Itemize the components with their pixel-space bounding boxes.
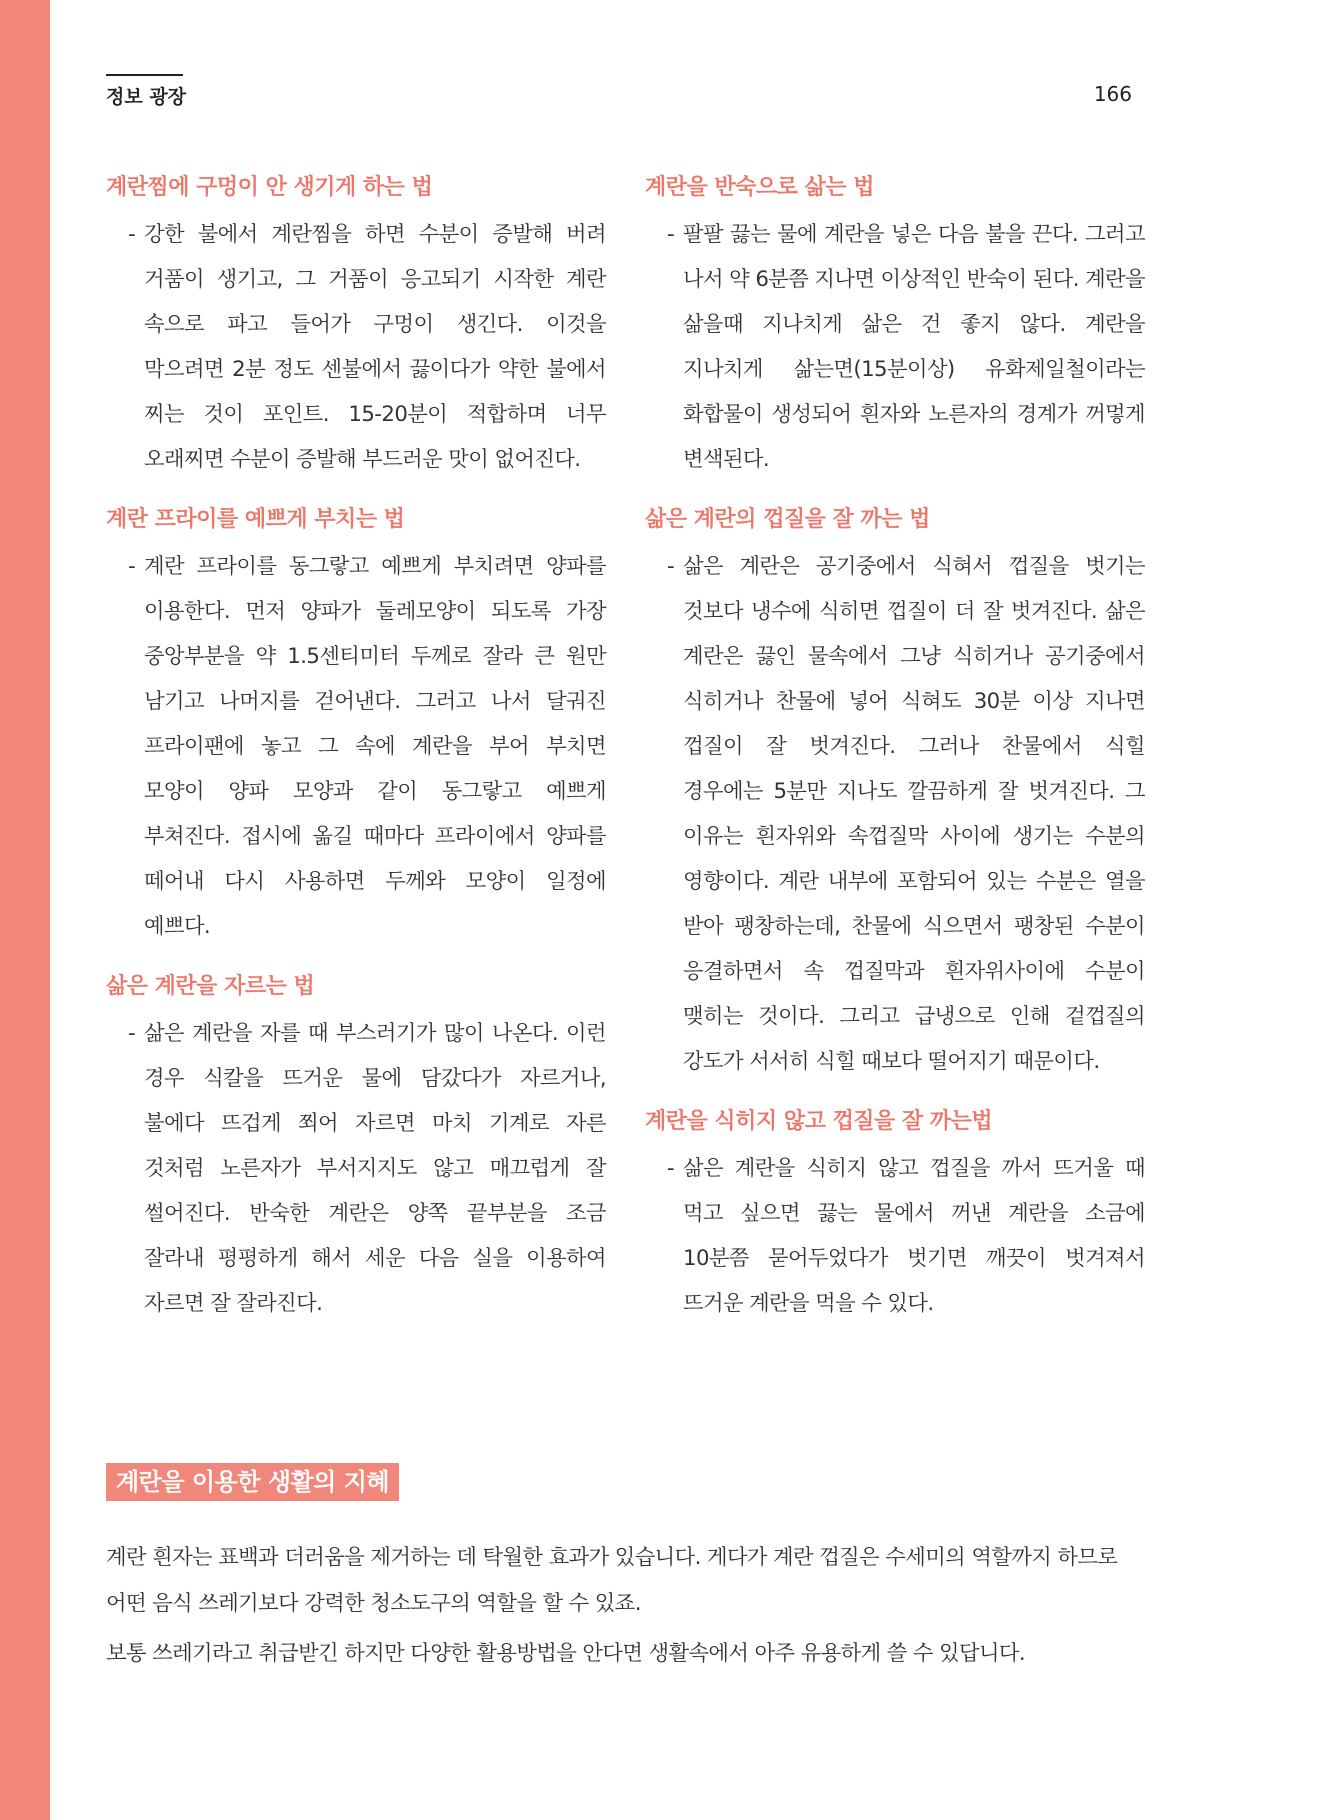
page-number: 166 [1093, 82, 1132, 106]
wisdom-paragraph: 계란 흰자는 표백과 더러움을 제거하는 데 탁월한 효과가 있습니다. 게다가 계란 껍질은 수세미의 역할까지 하므로 어떤 음식 쓰레기보다 강력한 청소도구의 역할을 할 수 있죠. [106, 1545, 1118, 1616]
section-heading: 삶은 계란을 자르는 법 [106, 974, 315, 999]
section-paragraph [106, 1011, 606, 1326]
section-text: 삶은 계란은 공기중에서 식혀서 껍질을 벗기는 것보다 냉수에 식히면 껍질이 더 잘 벗겨진다. 삶은 계란은 끓인 물속에서 그냥 식히거나 공기중에서 식히거나 찬물에 넣어 식혀도 30분 이상 지나면 껍질이 잘 벗겨진다. 그러나 찬물에서 식힐 경우에는 5분만 지나도 깔끔하게 잘 벗겨진다. 그 이유는 흰자위와 속껍질막 사이에 생기는 수분의 영향이다. 계란 내부에 포함되어 있는 수분은 열을 받아 팽창하는데, 찬물에 식으면서 팽창된 수분이 응결하면서 속 껍질막과 흰자위사이에 수분이 맺히는 것이다. 그리고 급냉으로 인해 겉껍질의 강도가 서서히 식힐 때보다 떨어지기 때문이다. [683, 554, 1145, 1074]
dash-bullet: - [128, 222, 136, 247]
section-heading: 계란을 반숙으로 삶는 법 [645, 175, 874, 200]
section-paragraph [106, 544, 606, 949]
section-heading: 계란 프라이를 예쁘게 부치는 법 [106, 507, 405, 532]
section-peel-hot [645, 1104, 1145, 1326]
section-heading: 계란을 식히지 않고 껍질을 잘 까는법 [645, 1109, 993, 1134]
section-cutting-egg [106, 969, 606, 1326]
section-peeling [645, 502, 1145, 1084]
section-text: 삶은 계란을 식히지 않고 껍질을 까서 뜨거울 때 먹고 싶으면 끓는 물에서 꺼낸 계란을 소금에 10분쯤 묻어두었다가 벗기면 깨끗이 벗겨져서 뜨거운 계란을 먹을 수 있다. [683, 1156, 1145, 1316]
side-accent-bar [0, 0, 50, 1820]
section-soft-boiled [645, 170, 1145, 482]
section-steamed-egg [106, 170, 606, 482]
section-paragraph [106, 212, 606, 482]
dash-bullet: - [128, 1021, 136, 1046]
section-name: 정보 광장 [106, 86, 187, 108]
wisdom-paragraph: 보통 쓰레기라고 취급받긴 하지만 다양한 활용방법을 안다면 생활속에서 아주 유용하게 쓸 수 있답니다. [106, 1641, 1026, 1666]
section-paragraph [645, 212, 1145, 482]
section-paragraph [645, 544, 1145, 1084]
section-heading: 삶은 계란의 껍질을 잘 까는 법 [645, 507, 930, 532]
section-text: 강한 불에서 계란찜을 하면 수분이 증발해 버려 거품이 생기고, 그 거품이 응고되기 시작한 계란 속으로 파고 들어가 구멍이 생긴다. 이것을 막으려면 2분 정도 센불에서 끓이다가 약한 불에서 찌는 것이 포인트. 15-20분이 적합하며 너무 오래찌면 수분이 증발해 부드러운 맛이 없어진다. [144, 222, 606, 472]
section-text: 계란 프라이를 동그랗고 예쁘게 부치려면 양파를 이용한다. 먼저 양파가 둘레모양이 되도록 가장 중앙부분을 약 1.5센티미터 두께로 잘라 큰 원만 남기고 나머지를 걷어낸다. 그러고 나서 달궈진 프라이팬에 놓고 그 속에 계란을 부어 부치면 모양이 양파 모양과 같이 동그랗고 예쁘게 부쳐진다. 접시에 옮길 때마다 프라이에서 양파를 떼어내 다시 사용하면 두께와 모양이 일정에 예쁘다. [144, 554, 606, 939]
section-heading: 계란찜에 구멍이 안 생기게 하는 법 [106, 175, 433, 200]
dash-bullet: - [667, 222, 675, 247]
left-column [106, 170, 606, 1346]
dash-bullet: - [128, 554, 136, 579]
section-text: 삶은 계란을 자를 때 부스러기가 많이 나온다. 이런 경우 식칼을 뜨거운 물에 담갔다가 자르거나, 불에다 뜨겁게 쬐어 자르면 마치 기계로 자른 것처럼 노른자가 부서지지도 않고 매끄럽게 잘 썰어진다. 반숙한 계란은 양쪽 끝부분을 조금 잘라내 평평하게 해서 세운 다음 실을 이용하여 자르면 잘 잘라진다. [144, 1021, 606, 1316]
dash-bullet: - [667, 554, 675, 579]
header-rule [106, 74, 183, 76]
wisdom-body [106, 1535, 1136, 1681]
dash-bullet: - [667, 1156, 675, 1181]
section-text: 팔팔 끓는 물에 계란을 넣은 다음 불을 끈다. 그러고 나서 약 6분쯤 지나면 이상적인 반숙이 된다. 계란을 삶을때 지나치게 삶은 건 좋지 않다. 계란을 지나치게 삶는면(15분이상) 유화제일철이라는 화합물이 생성되어 흰자와 노른자의 경계가 꺼멓게 변색된다. [683, 222, 1145, 472]
section-fried-egg [106, 502, 606, 949]
section-paragraph [645, 1146, 1145, 1326]
wisdom-banner: 계란을 이용한 생활의 지혜 [106, 1463, 399, 1501]
right-column [645, 170, 1145, 1346]
